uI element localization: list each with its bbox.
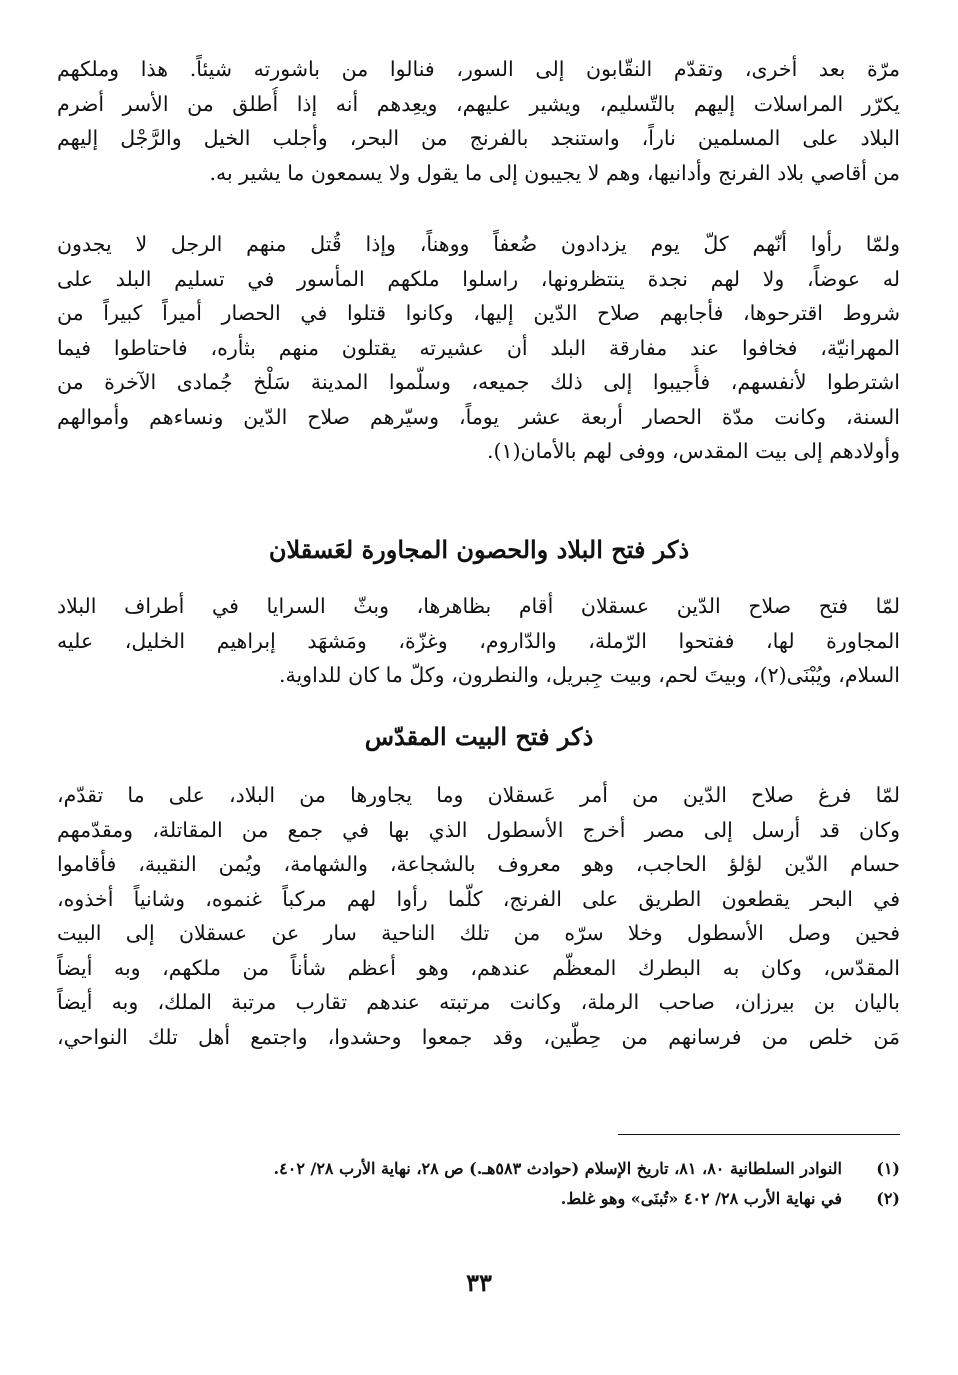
section-heading: ذكر فتح البيت المقدّس — [364, 722, 594, 751]
text-line: لمّا فرغ صلاح الدّين من أمر عَسقلان وما يجاورها من البلاد، على ما تقدّم، — [57, 783, 900, 807]
text-line: السلام، ويُبْنَى(٢)، وبيتَ لحم، وبيت جِبريل، والنطرون، وكلّ ما كان للداوية. — [278, 663, 900, 687]
text-line: ولمّا رأوا أنّهم كلّ يوم يزدادون ضُعفاً ووهناً، وإذا قُتل منهم الرجل لا يجدون — [57, 232, 900, 256]
text-line: في البحر يقطعون الطريق على الفرنج، كلّما رأوا لهم مركباً غنموه، وشانياً أخذوه، — [57, 886, 900, 911]
footnote-number: (١) — [876, 1159, 900, 1178]
paragraph-siege-continuation — [57, 52, 900, 190]
text-line: باليان بن بيرزان، صاحب الرملة، وكانت مرتبته عندهم تقارب مرتبة الملك، وبه أيضاً — [57, 990, 900, 1014]
footnote-divider — [618, 1134, 900, 1135]
text-line: المقدّس، وكان به البطرك المعظّم عندهم، وهو أعظم شأناً من ملكهم، وبه أيضاً — [57, 955, 900, 980]
text-line: مرّة بعد أخرى، وتقدّم النقّابون إلى السور، فنالوا من باشورته شيئاً. هذا وملكهم — [57, 57, 900, 81]
footnotes — [57, 1154, 900, 1214]
footnote-item — [57, 1154, 900, 1184]
paragraph-surrender-of-ascalon — [57, 227, 900, 469]
paragraph-conquest-of-towns — [57, 589, 900, 693]
text-line: شروط اقترحوها، فأجابهم صلاح الدّين إليها، وكانوا قتلوا في الحصار أميراً كبيراً من — [57, 301, 900, 325]
text-line: اشترطوا لأنفسهم، فأُجيبوا إلى ذلك جميعه، وسلّموا المدينة سَلْخ جُمادى الآخرة من — [57, 370, 900, 394]
footnote-text: النوادر السلطانية ٨٠، ٨١، تاريخ الإسلام (حوادث ٥٨٣هـ.) ص ٢٨، نهاية الأرب ٢٨/ ٤٠٢. — [273, 1159, 842, 1178]
text-line: من أقاصي بلاد الفرنج وأدانيها، وهم لا يجيبون إلى ما يقول ولا يسمعون ما يشير به. — [209, 160, 900, 185]
text-line: وكان قد أرسل إلى مصر أخرج الأسطول الذي بها في جمع من المقاتلة، ومقدّمهم — [57, 817, 900, 842]
text-line: فحين وصل الأسطول وخلا سرّه من تلك الناحية سار عن عسقلان إلى البيت — [57, 921, 900, 945]
text-line: حسام الدّين لؤلؤ الحاجب، وهو معروف بالشجاعة، والشهامة، ويُمن النقيبة، فأقاموا — [57, 852, 900, 876]
footnote-text: في نهاية الأرب ٢٨/ ٤٠٢ «تُبنَى» وهو غلط. — [560, 1189, 842, 1208]
footnote-number: (٢) — [876, 1189, 900, 1208]
text-line: السنة، وكانت مدّة الحصار أربعة عشر يوماً، وسيّرهم صلاح الدّين ونساءهم وأموالهم — [57, 404, 900, 429]
text-line: لمّا فتح صلاح الدّين عسقلان أقام بظاهرها، وبثّ السرايا في أطراف البلاد — [57, 594, 900, 618]
section-heading: ذكر فتح البلاد والحصون المجاورة لعَسقلان — [268, 535, 690, 564]
page-number: ٣٣ — [466, 1268, 492, 1297]
text-line: البلاد على المسلمين ناراً، واستنجد بالفرنج من البحر، وأجلب الخيل والرَّجْل إليهم — [57, 126, 900, 150]
text-line: له عوضاً، ولا لهم نجدة ينتظرونها، راسلوا ملكهم المأسور في تسليم البلد على — [57, 266, 900, 291]
text-line: المجاورة لها، ففتحوا الرّملة، والدّاروم، وغزّة، ومَشهَد إبراهيم الخليل، عليه — [57, 628, 900, 653]
footnote-item — [57, 1184, 900, 1214]
text-line: مَن خلص من فرسانهم من حِطّين، وقد جمعوا وحشدوا، واجتمع أهل تلك النواحي، — [57, 1024, 900, 1049]
paragraph-jerusalem — [57, 778, 900, 1054]
text-line: وأولادهم إلى بيت المقدس، ووفى لهم بالأمان(١). — [487, 439, 900, 463]
text-line: يكرّر المراسلات إليهم بالتّسليم، ويشير عليهم، ويعِدهم أنه إذا أُطلق من الأسر أضرم — [57, 91, 900, 116]
text-line: المهرانيّة، فخافوا عند مفارقة البلد أن عشيرته يقتلون منهم بثأره، فاحتاطوا فيما — [57, 335, 900, 360]
